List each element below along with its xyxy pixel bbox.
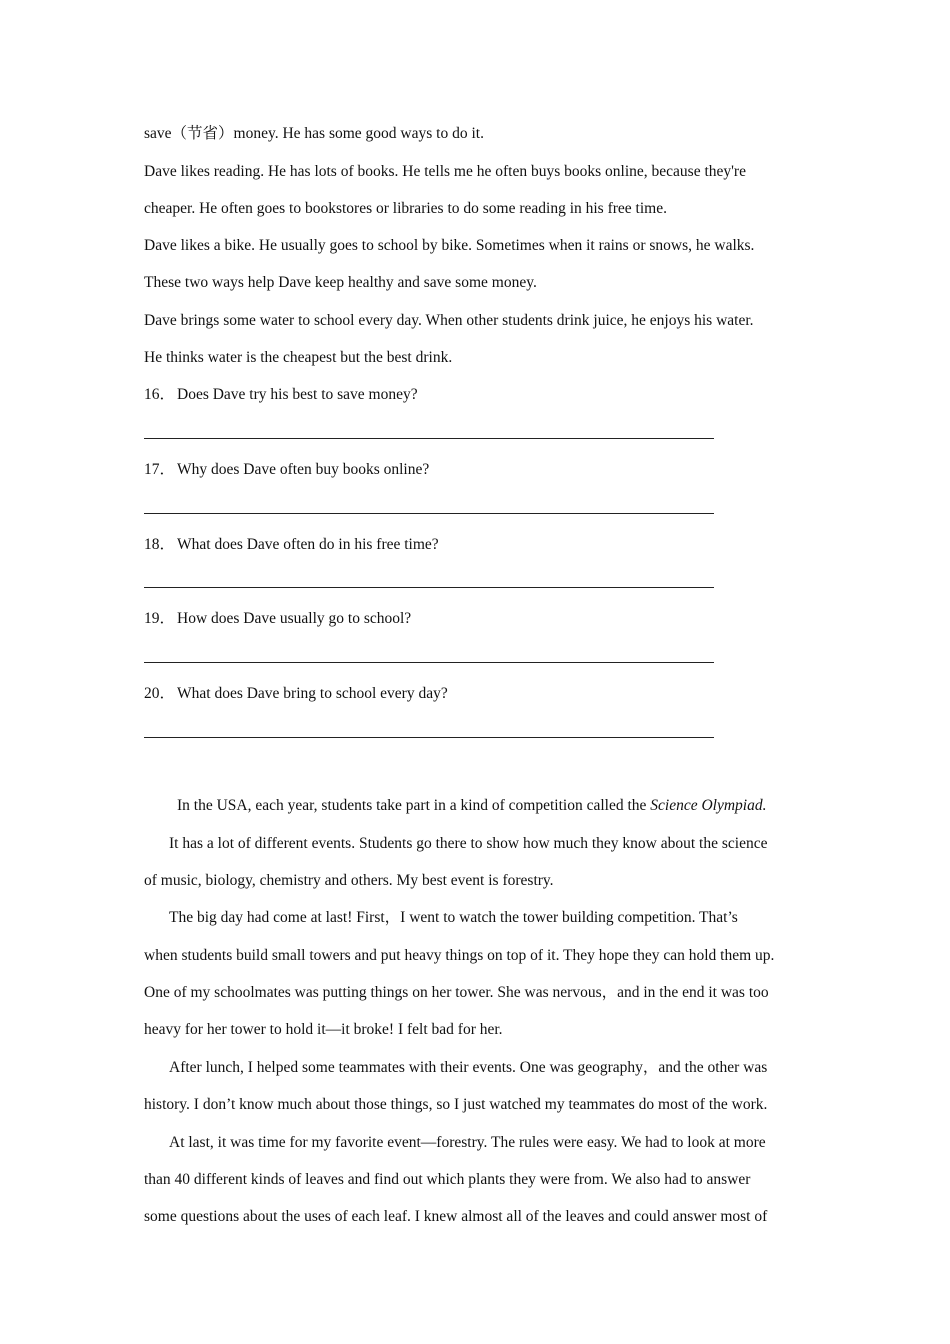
passage2-line: At last, it was time for my favorite event—forestry. The rules were easy. We had to look at more — [169, 1134, 766, 1151]
question-number: 18． — [144, 536, 176, 553]
passage2-intro — [177, 796, 817, 816]
question-text: What does Dave often do in his free time? — [177, 536, 439, 553]
question-text: How does Dave usually go to school? — [177, 610, 412, 627]
passage2-intro-text: In the USA, each year, students take part in a kind of competition called the — [177, 797, 651, 814]
passage1-line: He thinks water is the cheapest but the best drink. — [144, 349, 453, 366]
question-text: Why does Dave often buy books online? — [177, 461, 430, 478]
question-text: Does Dave try his best to save money? — [177, 386, 418, 403]
passage1-line: Dave brings some water to school every day. When other students drink juice, he enjoys his water. — [144, 312, 754, 329]
question-16 — [144, 385, 816, 405]
passage2-line: The big day had come at last! First，I went to watch the tower building competition. That’s — [169, 909, 738, 926]
passage2-line: heavy for her tower to hold it—it broke! I felt bad for her. — [144, 1021, 503, 1038]
passage2-line: of music, biology, chemistry and others. My best event is forestry. — [144, 872, 554, 889]
passage1-line: save（节省）money. He has some good ways to do it. — [144, 125, 484, 142]
question-number: 16． — [144, 386, 176, 403]
answer-line-16[interactable] — [144, 438, 714, 439]
passage2-line: One of my schoolmates was putting things on her tower. She was nervous，and in the end it was too — [144, 984, 769, 1001]
passage2-line: some questions about the uses of each leaf. I knew almost all of the leaves and could answer most of — [144, 1208, 768, 1225]
question-19 — [144, 609, 816, 629]
question-number: 20． — [144, 685, 176, 702]
answer-line-18[interactable] — [144, 587, 714, 588]
passage2-line: than 40 different kinds of leaves and find out which plants they were from. We also had to answer — [144, 1171, 751, 1188]
passage2-line: history. I don’t know much about those things, so I just watched my teammates do most of the work. — [144, 1096, 768, 1113]
passage1-line: Dave likes reading. He has lots of books. He tells me he often buys books online, because they're — [144, 163, 746, 180]
answer-line-17[interactable] — [144, 513, 714, 514]
question-20 — [144, 684, 816, 704]
question-17 — [144, 460, 816, 480]
question-text: What does Dave bring to school every day? — [177, 685, 448, 702]
competition-name: Science Olympiad. — [650, 797, 767, 814]
passage2-line: when students build small towers and put heavy things on top of it. They hope they can hold them up. — [144, 947, 775, 964]
passage1-line: Dave likes a bike. He usually goes to school by bike. Sometimes when it rains or snows, he walks. — [144, 237, 755, 254]
question-number: 19． — [144, 610, 176, 627]
question-18 — [144, 535, 816, 555]
passage1-line: cheaper. He often goes to bookstores or libraries to do some reading in his free time. — [144, 200, 667, 217]
answer-line-19[interactable] — [144, 662, 714, 663]
passage1-line: These two ways help Dave keep healthy and save some money. — [144, 274, 537, 291]
answer-line-20[interactable] — [144, 737, 714, 738]
passage2-line: After lunch, I helped some teammates with their events. One was geography，and the other was — [169, 1059, 768, 1076]
question-number: 17． — [144, 461, 176, 478]
passage2-line: It has a lot of different events. Students go there to show how much they know about the science — [169, 835, 768, 852]
